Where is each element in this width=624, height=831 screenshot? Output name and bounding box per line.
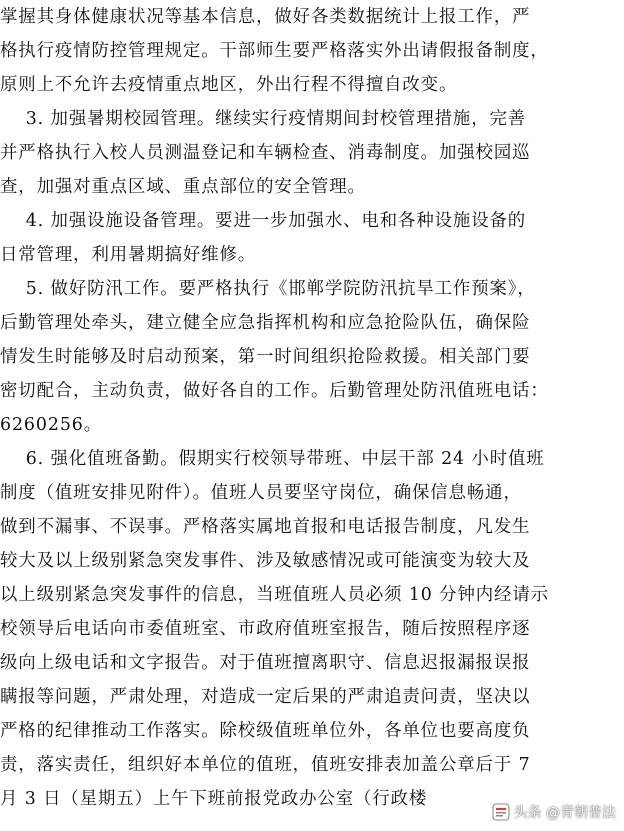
text-line: 较大及以上级别紧急突发事件、涉及敏感情况或可能演变为较大及 xyxy=(0,551,531,571)
text-line: 格执行疫情防控管理规定。干部师生要严格落实外出请假报备制度， xyxy=(0,41,549,61)
text-line: 情发生时能够及时启动预案，第一时间组织抢险救援。相关部门要 xyxy=(0,347,531,367)
text-line: 查，加强对重点区域、重点部位的安全管理。 xyxy=(0,177,366,197)
text-line: 级向上级电话和文字报告。对于值班擅离职守、信息迟报漏报误报 xyxy=(0,653,531,673)
text-line: 后勤管理处牵头，建立健全应急指挥机构和应急抢险队伍，确保险 xyxy=(0,313,531,333)
text-line: 3. 加强暑期校园管理。继续实行疫情期间封校管理措施，完善 xyxy=(0,109,527,129)
text-line: 6260256。 xyxy=(0,415,103,435)
text-line: 原则上不允许去疫情重点地区，外出行程不得擅自改变。 xyxy=(0,75,458,95)
watermark-text: 头条 @青朝普法 xyxy=(513,805,616,821)
text-line: 制度（值班安排见附件）。值班人员要坚守岗位，确保信息畅通， xyxy=(0,483,522,503)
text-line: 以上级别紧急突发事件的信息，当班值班人员必须 10 分钟内经请示 xyxy=(0,585,549,605)
text-line: 密切配合，主动负责，做好各自的工作。后勤管理处防汛值班电话： xyxy=(0,381,549,401)
text-line: 校领导后电话向市委值班室、市政府值班室报告，随后按照程序逐 xyxy=(0,619,531,639)
text-line: 6. 强化值班备勤。假期实行校领导带班、中层干部 24 小时值班 xyxy=(0,449,545,469)
text-line: 日常管理，利用暑期搞好维修。 xyxy=(0,245,257,265)
text-line: 并严格执行入校人员测温登记和车辆检查、消毒制度。加强校园巡 xyxy=(0,143,531,163)
text-line: 4. 加强设施设备管理。要进一步加强水、电和各种设施设备的 xyxy=(0,211,527,231)
text-line: 严格的纪律推动工作落实。除校级值班单位外，各单位也要高度负 xyxy=(0,721,531,741)
text-line: 瞒报等问题，严肃处理，对造成一定后果的严肃追责问责，坚决以 xyxy=(0,687,531,707)
watermark xyxy=(492,801,616,823)
toutiao-logo-icon xyxy=(492,803,510,821)
text-line: 责，落实责任，组织好本单位的值班，值班安排表加盖公章后于 7 xyxy=(0,755,531,775)
text-line: 5. 做好防汛工作。要严格执行《邯郸学院防汛抗旱工作预案》， xyxy=(0,279,536,299)
text-line: 月 3 日（星期五）上午下班前报党政办公室（行政楼 xyxy=(0,789,428,809)
text-line: 做到不漏事、不误事。严格落实属地首报和电话报告制度，凡发生 xyxy=(0,517,531,537)
text-line: 掌握其身体健康状况等基本信息，做好各类数据统计上报工作，严 xyxy=(0,7,531,27)
